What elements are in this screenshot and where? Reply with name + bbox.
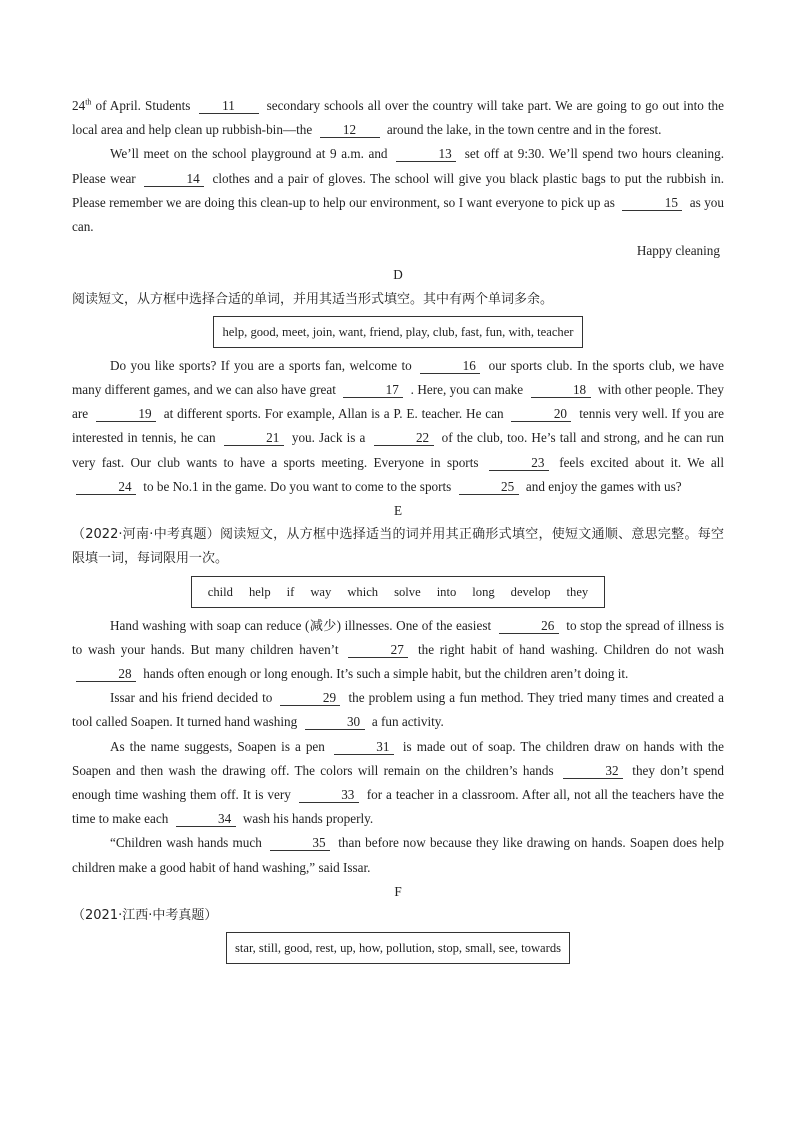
word-box-item: they bbox=[566, 584, 589, 599]
blank-20[interactable]: 20 bbox=[511, 407, 571, 422]
section-f-source: （2021·江西·中考真题） bbox=[72, 908, 218, 924]
section-d-instruction: 阅读短文，从方框中选择合适的单词，并用其适当形式填空。其中有两个单词多余。 bbox=[72, 291, 554, 307]
section-d-paragraph-1: Do you like sports? If you are a sports fan, welcome to 16 our sports club. In the sports club, we have many different games, and we can also have great 17 . Here, you can make 18 with other people. They are 19 at different sports. For example, Allan is a P. E. teacher. He can 20 tennis very well. If you are interested in tennis, he can 21 you. Jack is a 22 of the club, too. He’s tall and strong, and he can run very fast. Our club wants to have a sports meeting. Everyone in sports 23 feels excited about it. We all 24 to be No.1 in the game. Do you want to come to the sports 25 and enjoy the games with us? bbox=[72, 357, 725, 494]
blank-11[interactable]: 11 bbox=[199, 99, 259, 114]
section-d-word-box: help, good, meet, join, want, friend, play, club, fast, fun, with, teacher bbox=[213, 316, 582, 348]
word-box-item: develop bbox=[510, 584, 551, 599]
word-box-item: if bbox=[286, 584, 295, 599]
blank-21[interactable]: 21 bbox=[224, 431, 284, 446]
blank-12[interactable]: 12 bbox=[320, 123, 380, 138]
blank-31[interactable]: 31 bbox=[334, 740, 394, 755]
section-e-paragraph-3: As the name suggests, Soapen is a pen 31 is made out of soap. The children draw on hands with the Soapen and then wash the drawing off. The colors will remain on the children’s hands 32 they don’t spend enough time washing them off. It is very 33 for a teacher in a classroom. After all, not all the teachers have the time to make each 34 wash his hands properly. bbox=[72, 738, 724, 827]
word-box-item: solve bbox=[394, 584, 421, 599]
blank-13[interactable]: 13 bbox=[396, 147, 456, 162]
section-e-paragraph-1: Hand washing with soap can reduce (减少) illnesses. One of the easiest 26 to stop the spread of illness is to wash your hands. But many children haven’t 27 the right habit of hand washing. Children do not wash 28 hands often enough or long enough. It’s such a simple habit, but the children aren’t doing it. bbox=[72, 617, 724, 682]
word-box-item: long bbox=[472, 584, 495, 599]
blank-30[interactable]: 30 bbox=[305, 715, 365, 730]
section-d-letter: D bbox=[393, 267, 403, 283]
blank-19[interactable]: 19 bbox=[96, 407, 156, 422]
section-c-paragraph-2: We’ll meet on the school playground at 9 a.m. and 13 set off at 9:30. We’ll spend two hours cleaning. Please wear 14 clothes and a pair of gloves. The school will give you black plastic bags to put the rubbish in. Please remember we are doing this clean-up to help our environment, so I want everyone to pick up as 15 as you can. bbox=[72, 146, 724, 235]
section-e-paragraph-2: Issar and his friend decided to 29 the problem using a fun method. They tried many times and created a tool called Soapen. It turned hand washing 30 a fun activity. bbox=[72, 690, 724, 730]
blank-32[interactable]: 32 bbox=[563, 764, 623, 779]
blank-29[interactable]: 29 bbox=[280, 691, 340, 706]
word-box-item: child bbox=[207, 584, 233, 599]
blank-33[interactable]: 33 bbox=[299, 788, 359, 803]
section-e-letter: E bbox=[393, 503, 403, 519]
blank-25[interactable]: 25 bbox=[459, 480, 519, 495]
blank-24[interactable]: 24 bbox=[76, 480, 136, 495]
word-box-item: help bbox=[248, 584, 271, 599]
word-box-item: into bbox=[436, 584, 457, 599]
blank-34[interactable]: 34 bbox=[176, 812, 236, 827]
signoff: Happy cleaning bbox=[636, 243, 720, 259]
section-e-paragraph-4: “Children wash hands much 35 than before now because they like drawing on hands. Soapen does help children make a good habit of hand washing,” said Issar. bbox=[72, 835, 725, 875]
blank-14[interactable]: 14 bbox=[144, 172, 204, 187]
section-c-paragraph-1: 24th of April. Students 11 secondary schools all over the country will take part. We are going to go out into the local area and help clean up rubbish-bin—the 12 around the lake, in the town centre and in the forest. bbox=[72, 97, 725, 138]
word-box-item: which bbox=[347, 584, 379, 599]
section-e-instruction: （2022·河南·中考真题）阅读短文，从方框中选择适当的词并用其正确形式填空，使短文通顺、意思完整。每空限填一词，每词限用一次。 bbox=[72, 527, 724, 567]
blank-27[interactable]: 27 bbox=[348, 643, 408, 658]
section-e-word-box bbox=[191, 576, 605, 608]
blank-28[interactable]: 28 bbox=[76, 667, 136, 682]
blank-26[interactable]: 26 bbox=[499, 619, 559, 634]
blank-23[interactable]: 23 bbox=[489, 456, 549, 471]
blank-16[interactable]: 16 bbox=[420, 359, 480, 374]
blank-15[interactable]: 15 bbox=[622, 196, 682, 211]
blank-18[interactable]: 18 bbox=[531, 383, 591, 398]
worksheet-page bbox=[72, 94, 724, 970]
blank-22[interactable]: 22 bbox=[374, 431, 434, 446]
blank-17[interactable]: 17 bbox=[343, 383, 403, 398]
section-f-letter: F bbox=[394, 883, 402, 899]
section-f-word-box: star, still, good, rest, up, how, pollution, stop, small, see, towards bbox=[226, 932, 570, 964]
blank-35[interactable]: 35 bbox=[270, 836, 330, 851]
word-box-item: way bbox=[310, 584, 332, 599]
